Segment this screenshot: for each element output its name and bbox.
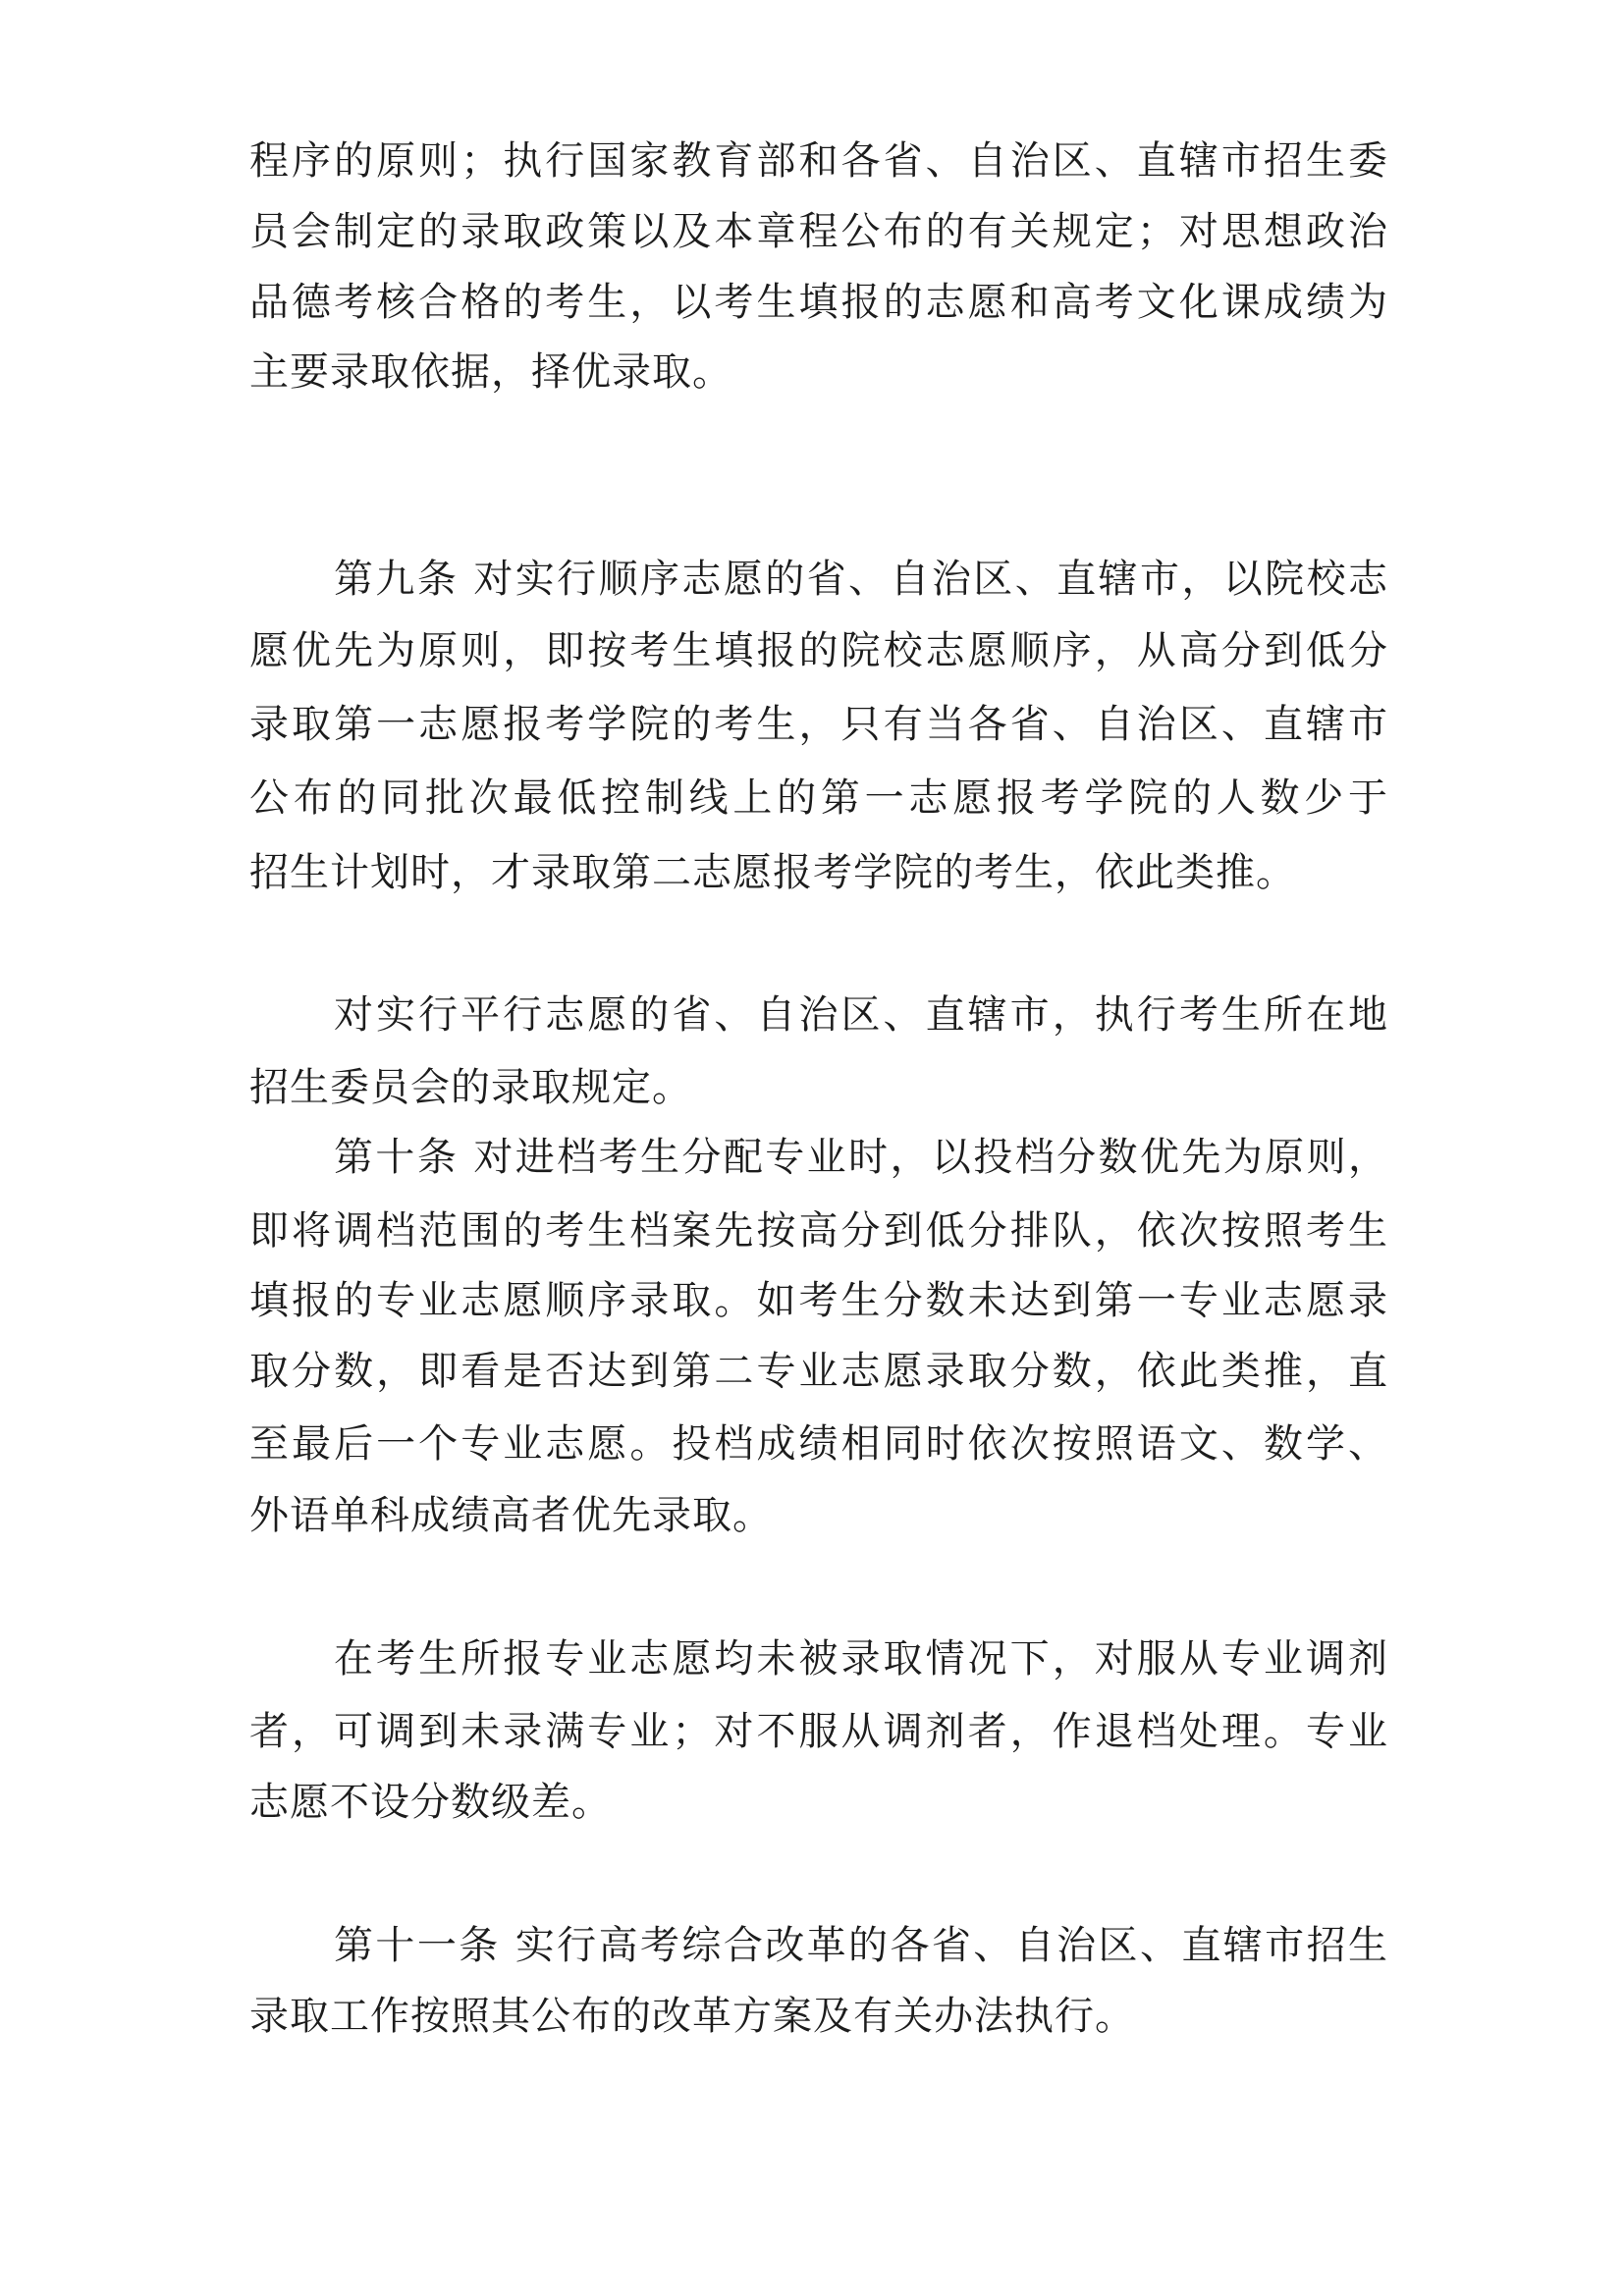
text-line: 者，可调到未录满专业；对不服从调剂者，作退档处理。专业 xyxy=(249,1709,1388,1754)
text-line: 至最后一个专业志愿。投档成绩相同时依次按照语文、数学、 xyxy=(249,1421,1388,1467)
text-line: 程序的原则；执行国家教育部和各省、自治区、直辖市招生委 xyxy=(249,138,1388,184)
article-11-heading-line: 第十一条 实行高考综合改革的各省、自治区、直辖市招生 xyxy=(334,1923,1388,1968)
text-line: 外语单科成绩高者优先录取。 xyxy=(249,1493,773,1538)
text-line: 对实行平行志愿的省、自治区、直辖市，执行考生所在地 xyxy=(334,992,1388,1038)
text-line: 主要录取依据，择优录取。 xyxy=(249,349,732,395)
text-line: 招生计划时，才录取第二志愿报考学院的考生，依此类推。 xyxy=(249,850,1296,895)
text-line: 品德考核合格的考生，以考生填报的志愿和高考文化课成绩为 xyxy=(249,280,1388,325)
text-line: 填报的专业志愿顺序录取。如考生分数未达到第一专业志愿录 xyxy=(249,1278,1388,1323)
article-9-heading-line: 第九条 对实行顺序志愿的省、自治区、直辖市，以院校志 xyxy=(334,557,1388,602)
article-10-heading-line: 第十条 对进档考生分配专业时，以投档分数优先为原则， xyxy=(334,1135,1388,1180)
text-line: 愿优先为原则，即按考生填报的院校志愿顺序，从高分到低分 xyxy=(249,628,1388,673)
text-line: 在考生所报专业志愿均未被录取情况下，对服从专业调剂 xyxy=(334,1636,1388,1682)
text-line: 招生委员会的录取规定。 xyxy=(249,1065,692,1110)
text-line: 录取第一志愿报考学院的考生，只有当各省、自治区、直辖市 xyxy=(249,702,1388,747)
text-line: 员会制定的录取政策以及本章程公布的有关规定；对思想政治 xyxy=(249,209,1388,254)
text-line: 录取工作按照其公布的改革方案及有关办法执行。 xyxy=(249,1994,1135,2039)
text-line: 取分数，即看是否达到第二专业志愿录取分数，依此类推，直 xyxy=(249,1349,1388,1394)
text-line: 公布的同批次最低控制线上的第一志愿报考学院的人数少于 xyxy=(249,775,1388,821)
text-line: 即将调档范围的考生档案先按高分到低分排队，依次按照考生 xyxy=(249,1208,1388,1254)
text-line: 志愿不设分数级差。 xyxy=(249,1780,612,1825)
